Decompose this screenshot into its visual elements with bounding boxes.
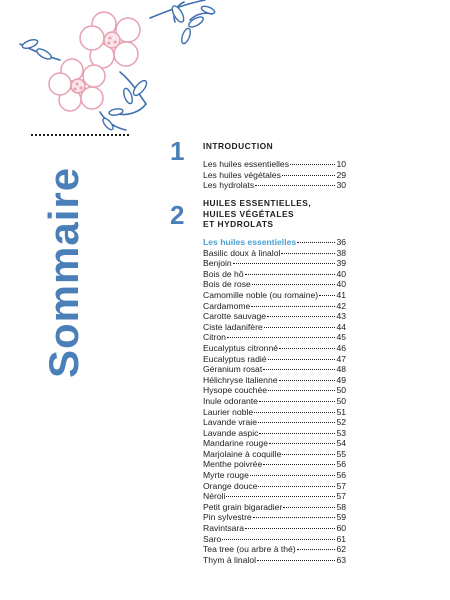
toc-item-label: Pin sylvestre <box>203 512 252 523</box>
toc-item[interactable] <box>203 290 346 301</box>
toc-item-label: Eucalyptus radié <box>203 353 267 364</box>
toc-item[interactable] <box>203 269 346 280</box>
dotted-divider <box>31 134 129 136</box>
dot-leader <box>279 348 335 349</box>
toc-item-label: Les hydrolats <box>203 180 255 191</box>
toc-item-label: Les huiles essentielles <box>203 237 297 247</box>
toc-item[interactable] <box>203 311 346 322</box>
dot-leader <box>279 380 336 381</box>
toc-item-label: Hysope couchée <box>203 385 268 396</box>
toc-item-label: Orange douce <box>203 480 258 491</box>
toc-item[interactable] <box>203 544 346 555</box>
toc-item-page: 41 <box>336 289 346 300</box>
toc-item-page: 38 <box>336 247 346 258</box>
toc-item-page: 40 <box>336 268 346 279</box>
dot-leader <box>250 475 336 476</box>
toc-item-label: Basilic doux à linalol <box>203 247 281 258</box>
dot-leader <box>281 253 335 254</box>
toc-item-label: Les huiles essentielles <box>203 159 289 169</box>
toc-item[interactable] <box>203 279 346 290</box>
dot-leader <box>283 507 335 508</box>
toc-item[interactable] <box>203 428 346 439</box>
toc-item-label: Mandarine rouge <box>203 438 268 449</box>
toc-item[interactable] <box>203 491 346 502</box>
toc-item-label: Eucalyptus citronné <box>203 342 278 353</box>
dot-leader <box>290 164 335 165</box>
toc-item[interactable] <box>203 159 346 170</box>
toc-item[interactable] <box>203 481 346 492</box>
section-heading-line: HUILES VÉGÉTALES <box>203 208 295 219</box>
dot-leader <box>233 263 336 264</box>
toc-item-label: Marjolaine à coquille <box>203 448 282 459</box>
toc-item-label: Géranium rosat <box>203 364 263 375</box>
toc-item[interactable] <box>203 523 346 534</box>
dot-leader <box>245 528 335 529</box>
toc-item[interactable] <box>203 470 346 481</box>
toc-item-page: 48 <box>336 364 346 375</box>
toc-item-page: 47 <box>336 353 346 364</box>
toc-item[interactable] <box>203 459 346 470</box>
toc-item-label: Laurier noble <box>203 406 254 417</box>
toc-item-page: 49 <box>336 374 346 385</box>
toc-item[interactable] <box>203 364 346 375</box>
toc-item[interactable] <box>203 502 346 513</box>
toc-item-page: 29 <box>336 169 346 180</box>
toc-item-page: 40 <box>336 279 346 290</box>
toc-item[interactable] <box>203 555 346 566</box>
toc-item-label: Myrte rouge <box>203 470 249 481</box>
dot-leader <box>282 454 335 455</box>
dot-leader <box>257 560 335 561</box>
dot-leader <box>251 306 335 307</box>
section-heading-1 <box>203 141 273 152</box>
toc-item-page: 63 <box>336 554 346 565</box>
toc-item-page: 62 <box>336 544 346 555</box>
toc-item-label: Thym à linalol <box>203 554 257 565</box>
dot-leader <box>267 316 335 317</box>
toc-list-section-1 <box>203 159 346 191</box>
dot-leader <box>252 284 336 285</box>
dot-leader <box>227 337 336 338</box>
section-heading-line: INTRODUCTION <box>203 141 274 151</box>
toc-item-label: Ravintsara <box>203 523 245 534</box>
toc-item-page: 60 <box>336 523 346 534</box>
floral-decoration <box>0 0 450 150</box>
dot-leader <box>245 274 336 275</box>
toc-item[interactable] <box>203 343 346 354</box>
toc-item-page: 58 <box>336 501 346 512</box>
toc-item-label: Bois de rose <box>203 279 251 290</box>
toc-item[interactable] <box>203 170 346 181</box>
toc-item[interactable] <box>203 180 346 191</box>
toc-item-page: 51 <box>336 406 346 417</box>
dot-leader <box>226 496 335 497</box>
toc-item-page: 43 <box>336 311 346 322</box>
toc-item[interactable] <box>203 237 346 248</box>
toc-item[interactable] <box>203 258 346 269</box>
toc-item[interactable] <box>203 332 346 343</box>
toc-item-label: Lavande aspic <box>203 427 259 438</box>
toc-item-label: Hélichryse italienne <box>203 374 278 385</box>
toc-item-page: 50 <box>336 395 346 406</box>
toc-item-page: 42 <box>336 300 346 311</box>
toc-item-page: 10 <box>336 159 346 169</box>
toc-item[interactable] <box>203 407 346 418</box>
toc-item[interactable] <box>203 385 346 396</box>
toc-item-label: Lavande vraie <box>203 417 257 428</box>
toc-list-section-2 <box>203 237 346 565</box>
toc-item-page: 45 <box>336 332 346 343</box>
toc-item[interactable] <box>203 375 346 386</box>
toc-item-page: 57 <box>336 480 346 491</box>
section-number-2: 2 <box>170 200 185 230</box>
dot-leader <box>319 295 335 296</box>
toc-item-label: Menthe poivrée <box>203 459 263 470</box>
toc-item-page: 57 <box>336 491 346 502</box>
page-title: Sommaire <box>40 166 87 378</box>
section-heading-line: HUILES ESSENTIELLES, <box>203 198 312 208</box>
toc-item-label: Citron <box>203 332 226 343</box>
toc-item[interactable] <box>203 248 346 259</box>
toc-item-page: 50 <box>336 385 346 396</box>
toc-item-label: Petit grain bigaradier <box>203 501 283 512</box>
toc-item-label: Benjoin <box>203 258 232 269</box>
toc-item-label: Néroli <box>203 491 226 502</box>
dot-leader <box>259 401 335 402</box>
section-heading-line: ET HYDROLATS <box>203 219 274 229</box>
toc-item-page: 56 <box>336 470 346 481</box>
toc-item-label: Les huiles végétales <box>203 169 281 180</box>
dot-leader <box>258 422 335 423</box>
toc-item-label: Ciste ladanifère <box>203 321 263 332</box>
toc-item[interactable] <box>203 534 346 545</box>
toc-item-page: 46 <box>336 342 346 353</box>
dot-leader <box>268 359 336 360</box>
toc-item-page: 54 <box>336 438 346 449</box>
toc-item[interactable] <box>203 354 346 365</box>
section-heading-2 <box>203 198 311 230</box>
section-number-1: 1 <box>170 136 185 166</box>
toc-item-label: Camomille noble (ou romaine) <box>203 289 319 300</box>
toc-item[interactable] <box>203 301 346 312</box>
dot-leader <box>255 185 335 186</box>
dot-leader <box>268 390 335 391</box>
toc-item-page: 39 <box>336 258 346 269</box>
toc-item-page: 56 <box>336 459 346 470</box>
toc-item-page: 55 <box>336 448 346 459</box>
toc-item[interactable] <box>203 512 346 523</box>
toc-item[interactable] <box>203 417 346 428</box>
dot-leader <box>222 539 335 540</box>
dot-leader <box>254 412 335 413</box>
toc-item[interactable] <box>203 438 346 449</box>
dot-leader <box>259 433 335 434</box>
toc-item[interactable] <box>203 449 346 460</box>
dot-leader <box>258 486 335 487</box>
dot-leader <box>263 369 335 370</box>
toc-item-page: 53 <box>336 427 346 438</box>
toc-item-page: 30 <box>336 180 346 191</box>
dot-leader <box>253 517 336 518</box>
dot-leader <box>263 464 335 465</box>
toc-item-page: 44 <box>336 321 346 332</box>
toc-item-label: Cardamome <box>203 300 251 311</box>
toc-item-label: Tea tree (ou arbre à thé) <box>203 544 296 555</box>
toc-item-page: 36 <box>336 237 346 247</box>
toc-item[interactable] <box>203 396 346 407</box>
toc-item-page: 61 <box>336 533 346 544</box>
dot-leader <box>297 549 336 550</box>
dot-leader <box>264 327 336 328</box>
toc-item[interactable] <box>203 322 346 333</box>
dot-leader <box>269 443 335 444</box>
toc-item-label: Saro <box>203 533 222 544</box>
toc-item-label: Carotte sauvage <box>203 311 267 322</box>
toc-item-page: 52 <box>336 417 346 428</box>
dot-leader <box>297 242 335 243</box>
toc-item-page: 59 <box>336 512 346 523</box>
toc-item-label: Bois de hô <box>203 268 244 279</box>
dot-leader <box>282 175 336 176</box>
toc-item-label: Inule odorante <box>203 395 258 406</box>
